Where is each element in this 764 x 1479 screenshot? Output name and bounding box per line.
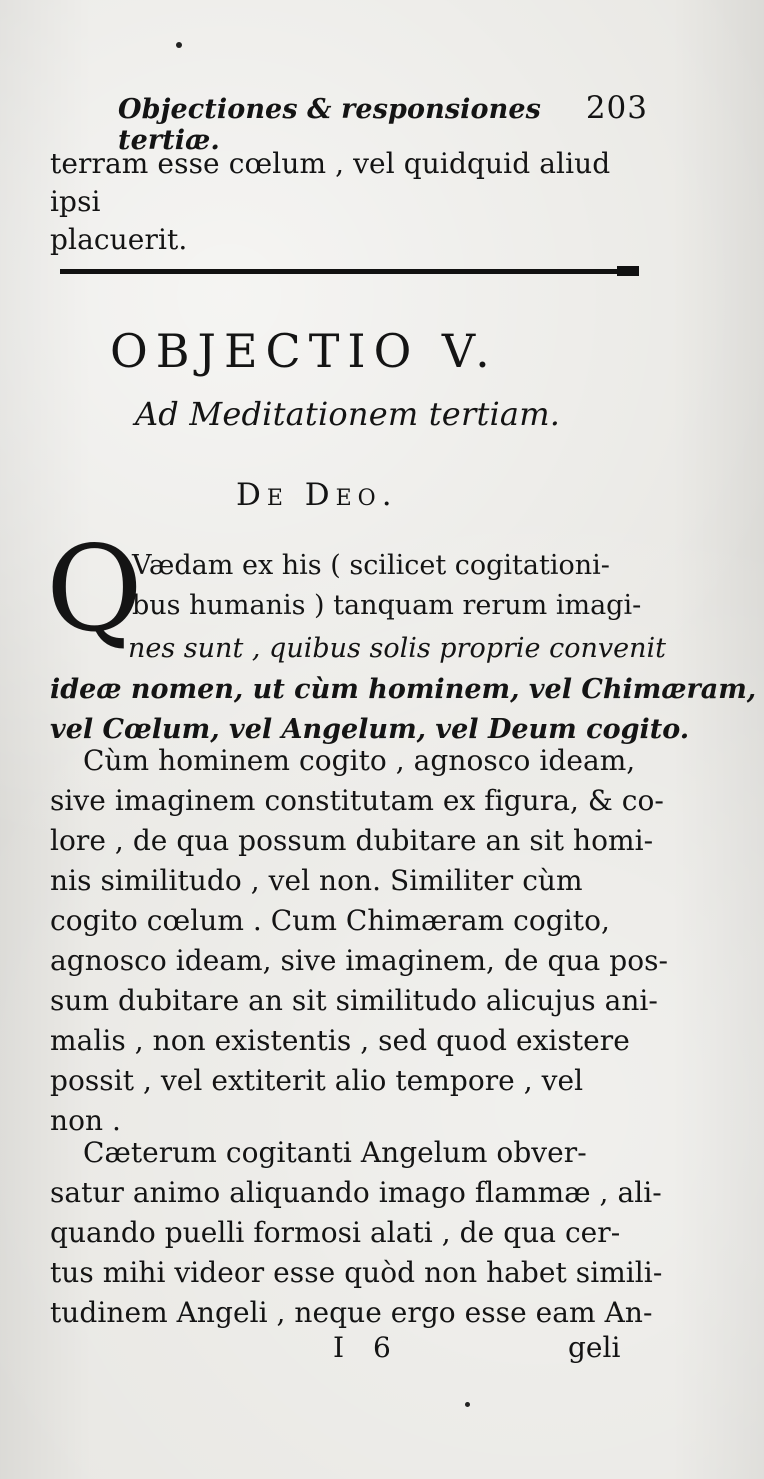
objection-line: ideæ nomen, ut cùm hominem, vel Chimæram, [50, 674, 757, 705]
section-rule [60, 269, 630, 274]
bottom-ink-dot [465, 1402, 470, 1407]
section-title: OBJECTIO V. [110, 324, 498, 378]
objection-line: bus humanis ) tanquam rerum imagi- [132, 590, 642, 621]
intro-text [50, 145, 640, 259]
catchword: geli [568, 1331, 621, 1364]
chapter-heading: De Deo. [236, 477, 398, 513]
paragraph-line: sive imaginem constitutam ex figura, & co- [50, 784, 664, 817]
paragraph-line: sum dubitare an sit similitudo alicujus ani- [50, 984, 658, 1017]
drop-cap-q: Q [46, 520, 143, 658]
paragraph-line: quando puelli formosi alati , de qua cer- [50, 1216, 621, 1249]
page-number: 203 [585, 90, 648, 126]
paragraph-line: agnosco ideam, sive imaginem, de qua pos- [50, 944, 669, 977]
paragraph-line: tus mihi videor esse quòd non habet simili- [50, 1256, 663, 1289]
paragraph-line: satur animo aliquando imago flammæ , ali- [50, 1176, 662, 1209]
paragraph-line: Cùm hominem cogito , agnosco ideam, [83, 744, 636, 777]
paragraph-line: possit , vel extiterit alio tempore , vel [50, 1064, 584, 1097]
paragraph-line: Cæterum cogitanti Angelum obver- [83, 1136, 587, 1169]
paragraph-line: lore , de qua possum dubitare an sit homi- [50, 824, 654, 857]
objection-line: Vædam ex his ( scilicet cogitationi- [132, 550, 610, 581]
paragraph-line: nis similitudo , vel non. Similiter cùm [50, 864, 583, 897]
signature-mark: I 6 [333, 1331, 401, 1364]
objection-line: nes sunt , quibus solis proprie convenit [128, 633, 666, 664]
paragraph-line: malis , non existentis , sed quod existere [50, 1024, 630, 1057]
page-footer [0, 1331, 764, 1371]
intro-line: placuerit. [50, 223, 188, 256]
intro-line: terram esse cœlum , vel quidquid aliud ipsi [50, 147, 611, 218]
running-head [118, 88, 648, 156]
top-ink-dot [176, 42, 182, 48]
section-rule-end [617, 266, 639, 276]
objection-line: vel Cœlum, vel Angelum, vel Deum cogito. [50, 714, 690, 745]
paragraph-line: non . [50, 1104, 121, 1137]
running-title: Objectiones & responsiones tertiæ. [118, 94, 541, 156]
paragraph-line: tudinem Angeli , neque ergo esse eam An- [50, 1296, 653, 1329]
section-subtitle: Ad Meditationem tertiam. [135, 395, 561, 433]
paragraph-line: cogito cœlum . Cum Chimæram cogito, [50, 904, 610, 937]
